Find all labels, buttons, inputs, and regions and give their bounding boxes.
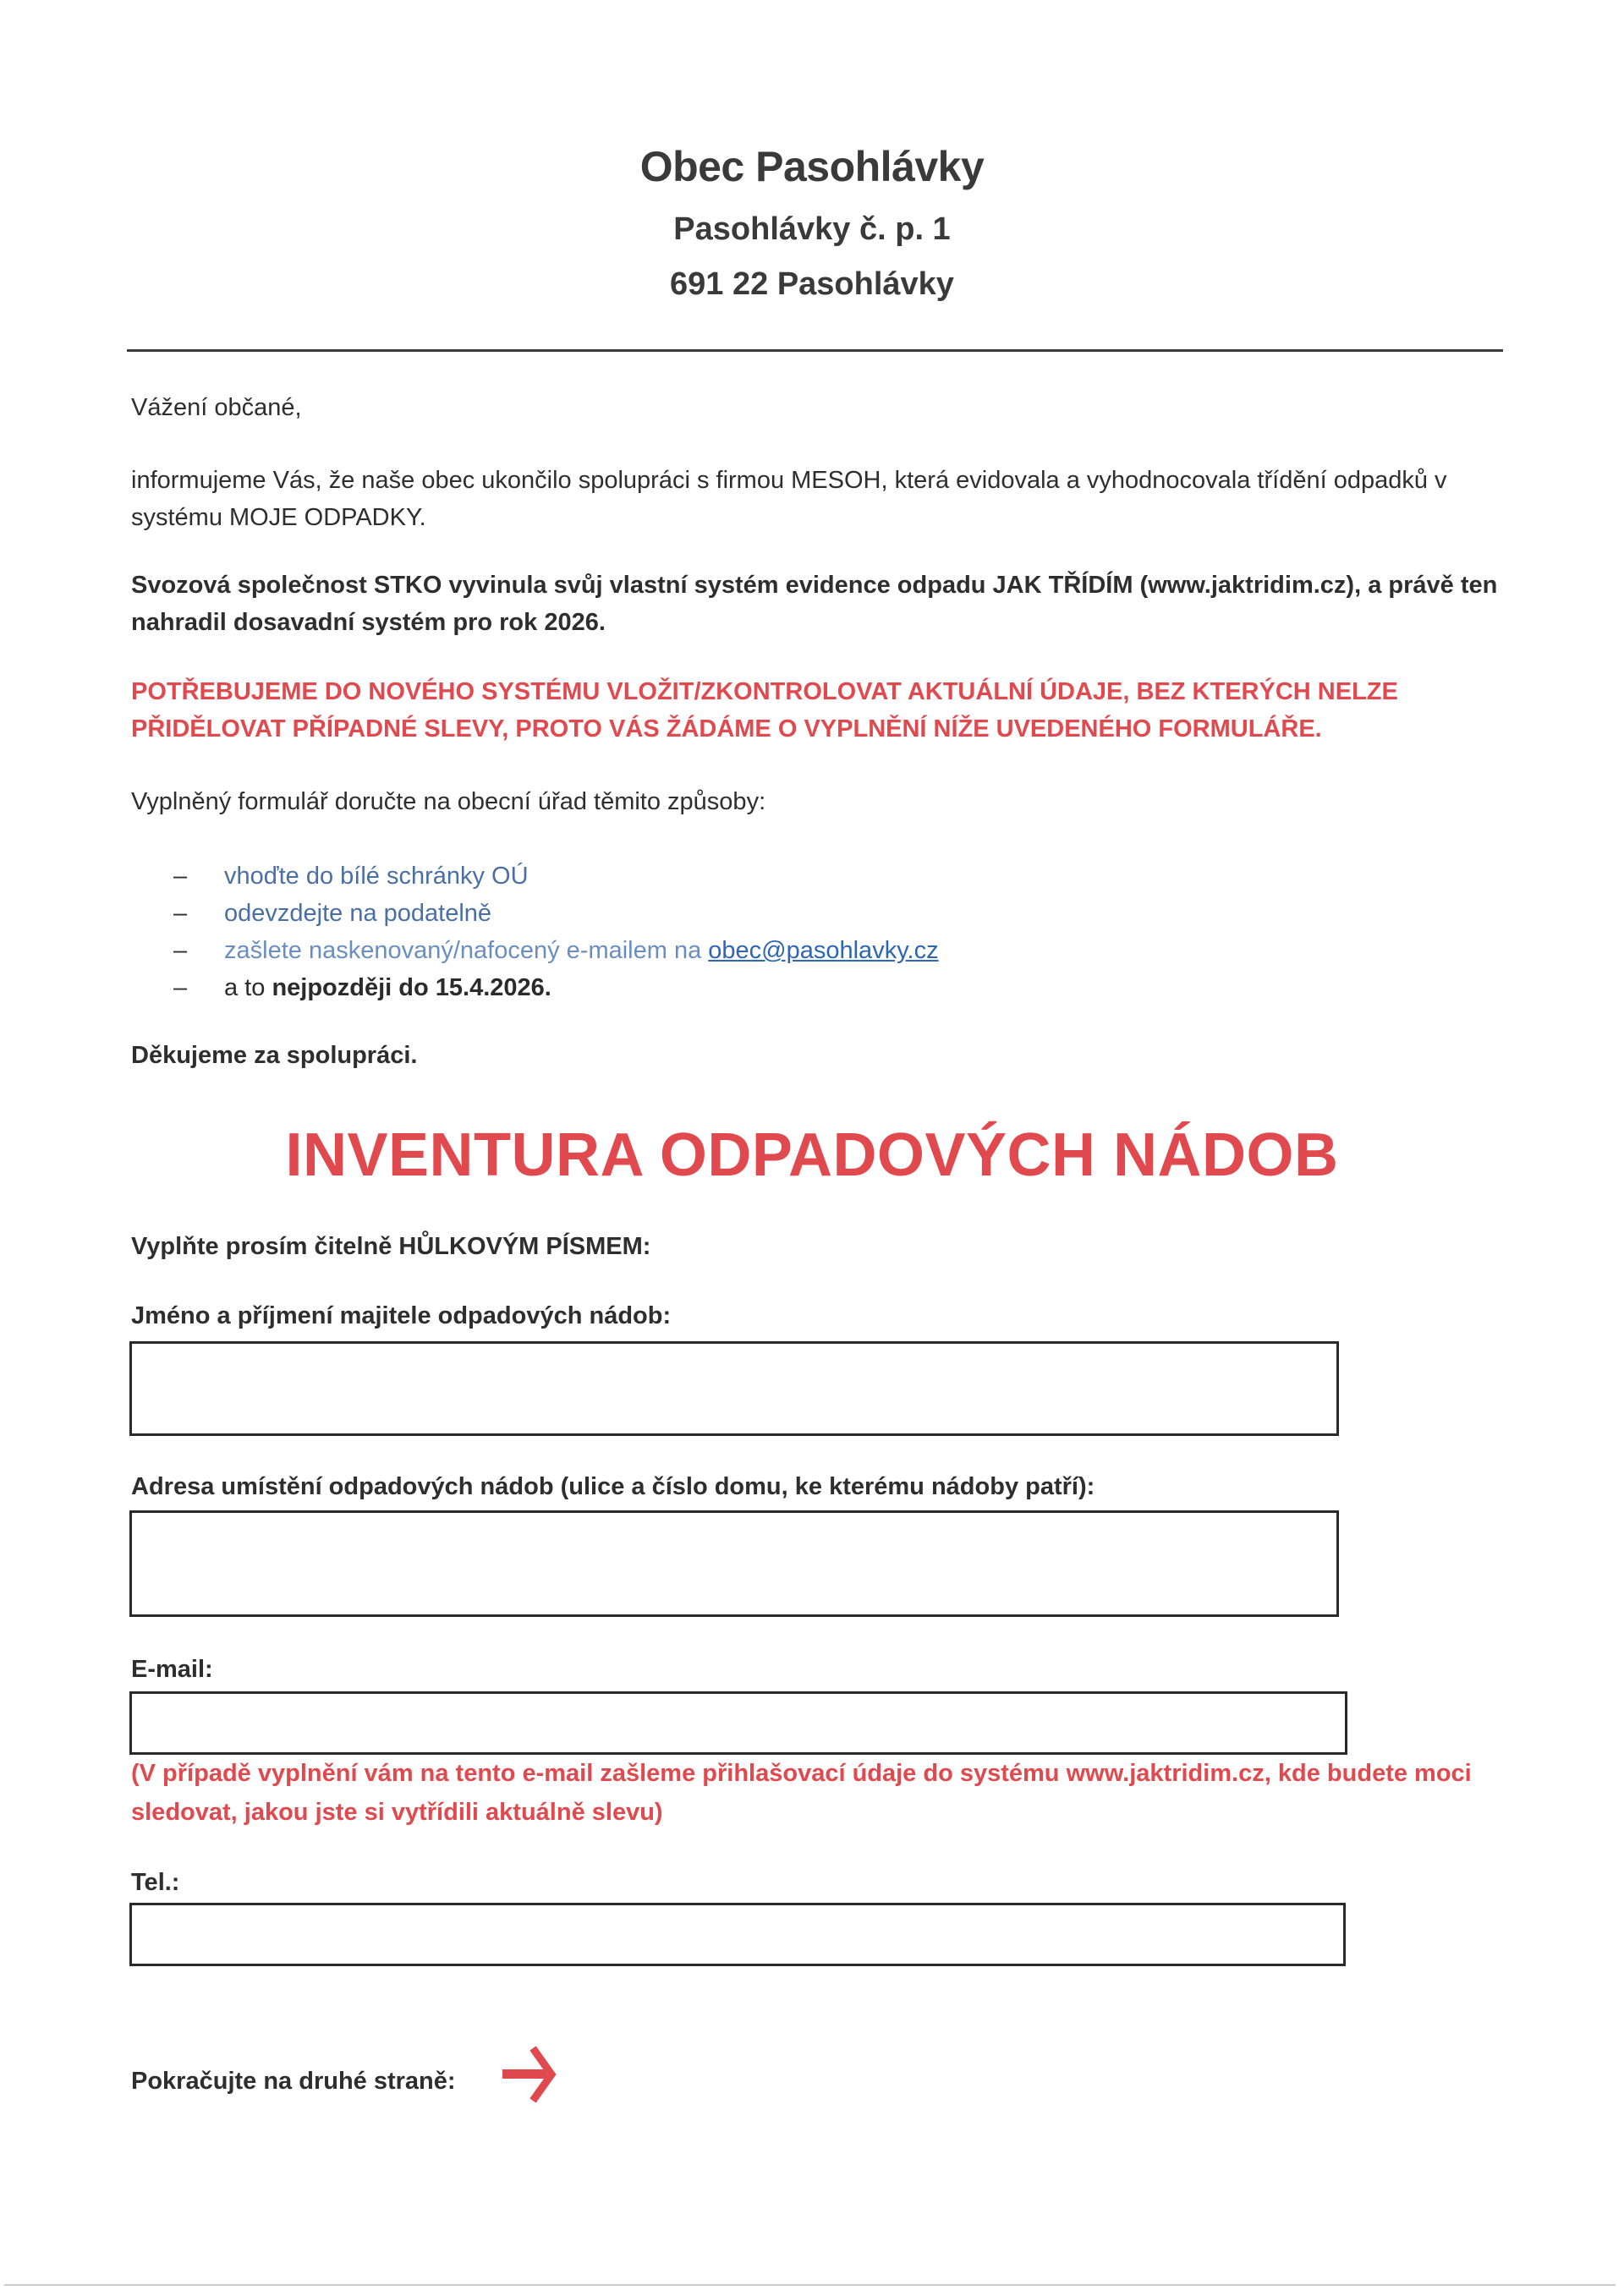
name-field[interactable] — [132, 1344, 1336, 1433]
salutation: Vážení občané, — [131, 394, 302, 421]
phone-label: Tel.: — [131, 1869, 180, 1896]
delivery-method-text: zašlete naskenovaný/nafocený e-mailem na — [224, 937, 709, 964]
address-line-2: 691 22 Pasohlávky — [670, 266, 954, 302]
continue-label: Pokračujte na druhé straně: — [131, 2068, 456, 2095]
thanks-text: Děkujeme za spolupráci. — [131, 1042, 418, 1069]
phone-field-box — [129, 1903, 1346, 1966]
header-divider — [127, 349, 1503, 352]
delivery-intro: Vyplněný formulář doručte na obecní úřad těmito způsoby: — [131, 788, 766, 815]
delivery-deadline — [173, 969, 939, 1006]
arrow-right-icon — [499, 2045, 567, 2104]
deadline-date: nejpozději do 15.4.2026. — [272, 974, 551, 1001]
dash-bullet: – — [173, 900, 188, 927]
municipality-title: Obec Pasohlávky — [639, 143, 985, 190]
address-label: Adresa umístění odpadových nádob (ulice a číslo domu, ke kterému nádoby patří): — [131, 1473, 1095, 1500]
info-paragraph: informujeme Vás, že naše obec ukončilo spolupráci s firmou MESOH, která evidovala a vyhodnocovala třídění odpadků v systému MOJE ODPADKY. — [131, 467, 1447, 531]
address-line-1: Pasohlávky č. p. 1 — [673, 211, 951, 247]
form-instructions: Vyplňte prosím čitelně HŮLKOVÝM PÍSMEM: — [131, 1233, 651, 1260]
delivery-method-mailbox — [173, 858, 939, 895]
dash-bullet: – — [173, 937, 188, 964]
phone-field[interactable] — [132, 1905, 1343, 1964]
address-field[interactable] — [132, 1513, 1336, 1614]
address-field-box — [129, 1510, 1339, 1617]
page-bottom-edge — [4, 2284, 1616, 2286]
warning-paragraph: POTŘEBUJEME DO NOVÉHO SYSTÉMU VLOŽIT/ZKONTROLOVAT AKTUÁLNÍ ÚDAJE, BEZ KTERÝCH NELZE PŘIDĚLOVAT PŘÍPADNÉ SLEVY, PROTO VÁS ŽÁDÁME O VYPLNĚNÍ NÍŽE UVEDENÉHO FORMULÁŘE. — [131, 678, 1398, 743]
delivery-method-text: odevzdejte na podatelně — [224, 900, 492, 927]
form-title: INVENTURA ODPADOVÝCH NÁDOB — [285, 1121, 1339, 1189]
stko-paragraph: Svozová společnost STKO vyvinula svůj vlastní systém evidence odpadu JAK TŘÍDÍM (www.jaktridim.cz), a právě ten nahradil dosavadní systém pro rok 2026. — [131, 572, 1498, 636]
deadline-prefix: a to — [224, 974, 272, 1001]
dash-bullet: – — [173, 974, 188, 1001]
delivery-method-text: vhoďte do bílé schránky OÚ — [224, 863, 529, 890]
name-field-box — [129, 1341, 1339, 1436]
delivery-method-email — [173, 932, 939, 969]
email-link[interactable]: obec@pasohlavky.cz — [708, 937, 939, 964]
dash-bullet: – — [173, 863, 188, 890]
name-label: Jméno a příjmení majitele odpadových nádob: — [131, 1302, 672, 1329]
delivery-methods-list — [173, 858, 939, 1006]
email-note: (V případě vyplnění vám na tento e-mail zašleme přihlašovací údaje do systému www.jaktridim.cz, kde budete moci sledovat, jakou jste si vytřídili aktuálně slevu) — [131, 1760, 1472, 1826]
email-field-box — [129, 1691, 1347, 1755]
email-field[interactable] — [132, 1694, 1345, 1752]
email-label: E-mail: — [131, 1656, 213, 1683]
delivery-method-registry — [173, 895, 939, 932]
